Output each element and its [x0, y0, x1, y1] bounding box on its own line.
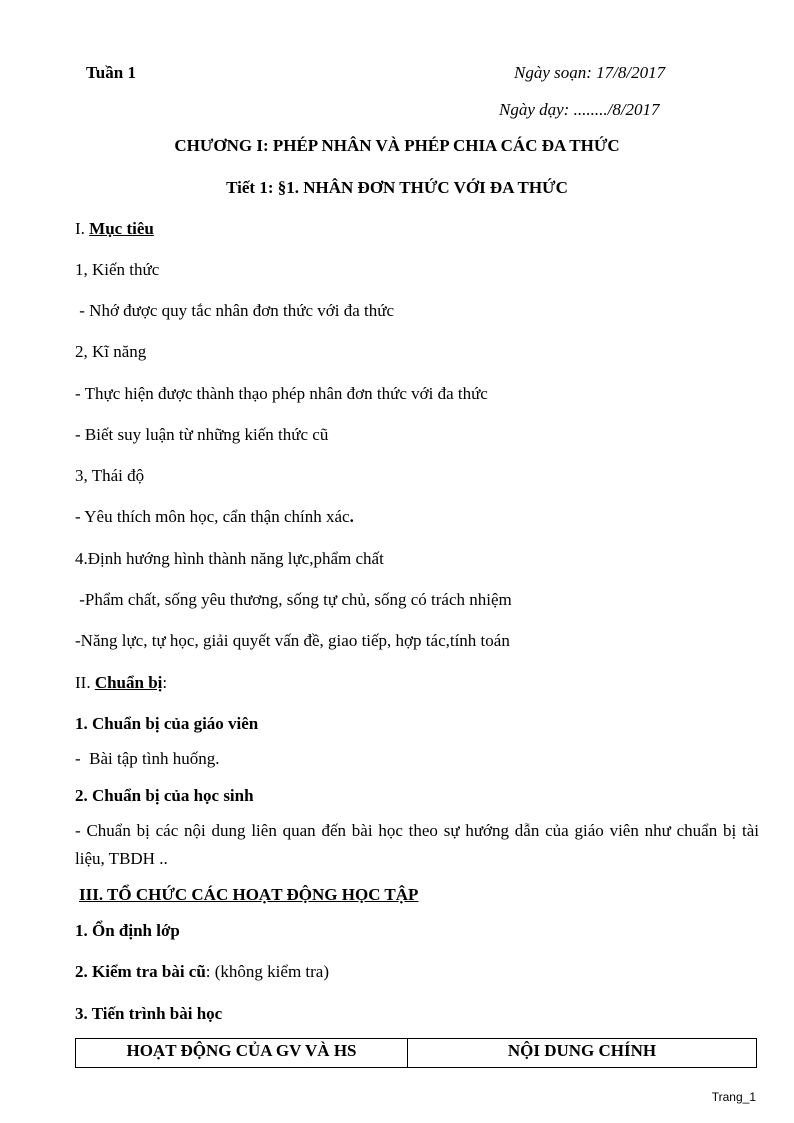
section1-line-7: - Yêu thích môn học, cẩn thận chính xác.: [75, 507, 354, 526]
section3-item-2: 2. Kiểm tra bài cũ: (không kiểm tra): [75, 962, 330, 981]
table-header-row: [76, 1039, 757, 1068]
section1-line-2: - Nhớ được quy tắc nhân đơn thức với đa thức: [75, 301, 394, 320]
page-number: Trang_1: [711, 1090, 756, 1104]
student-prep-heading: 2. Chuẩn bị của học sinh: [75, 786, 254, 805]
teach-date: Ngày dạy: ......../8/2017: [499, 100, 660, 119]
section3-item-1: 1. Ổn định lớp: [75, 921, 180, 940]
section1-line-4: - Thực hiện được thành thạo phép nhân đơn thức với đa thức: [75, 384, 488, 403]
section2-heading: II. Chuẩn bị:: [75, 673, 168, 692]
section1-line-3: 2, Kĩ năng: [75, 342, 147, 361]
section1-line-9: -Phẩm chất, sống yêu thương, sống tự chủ, sống có trách nhiệm: [75, 590, 512, 609]
student-prep-item: - Chuẩn bị các nội dung liên quan đến bài học theo sự hướng dẫn của giáo viên như chuẩn bị tài liệu, TBDH ..: [75, 821, 759, 868]
table-header-main-content: NỘI DUNG CHÍNH: [408, 1039, 757, 1068]
prep-date: Ngày soạn: 17/8/2017: [514, 63, 666, 82]
teacher-prep-heading: 1. Chuẩn bị của giáo viên: [75, 714, 259, 733]
week-label: Tuần 1: [86, 63, 136, 82]
section3-item-3: 3. Tiến trình bài học: [75, 1004, 223, 1023]
section1-line-1: 1, Kiến thức: [75, 260, 160, 279]
section1-line-8: 4.Định hướng hình thành năng lực,phẩm chất: [75, 549, 384, 568]
teacher-prep-item: - Bài tập tình huống.: [75, 749, 220, 768]
activity-table: [75, 1038, 757, 1068]
section1-heading: I. Mục tiêu: [75, 219, 154, 238]
lesson-title: Tiết 1: §1. NHÂN ĐƠN THỨC VỚI ĐA THỨC: [226, 178, 568, 197]
section1-line-10: -Năng lực, tự học, giải quyết vấn đề, giao tiếp, hợp tác,tính toán: [75, 631, 510, 650]
section1-line-5: - Biết suy luận từ những kiến thức cũ: [75, 425, 329, 444]
section1-line-6: 3, Thái độ: [75, 466, 145, 485]
chapter-title: CHƯƠNG I: PHÉP NHÂN VÀ PHÉP CHIA CÁC ĐA THỨC: [174, 136, 620, 155]
table-header-activities: HOẠT ĐỘNG CỦA GV VÀ HS: [76, 1039, 408, 1068]
section3-heading: III. TỔ CHỨC CÁC HOẠT ĐỘNG HỌC TẬP: [79, 885, 419, 904]
